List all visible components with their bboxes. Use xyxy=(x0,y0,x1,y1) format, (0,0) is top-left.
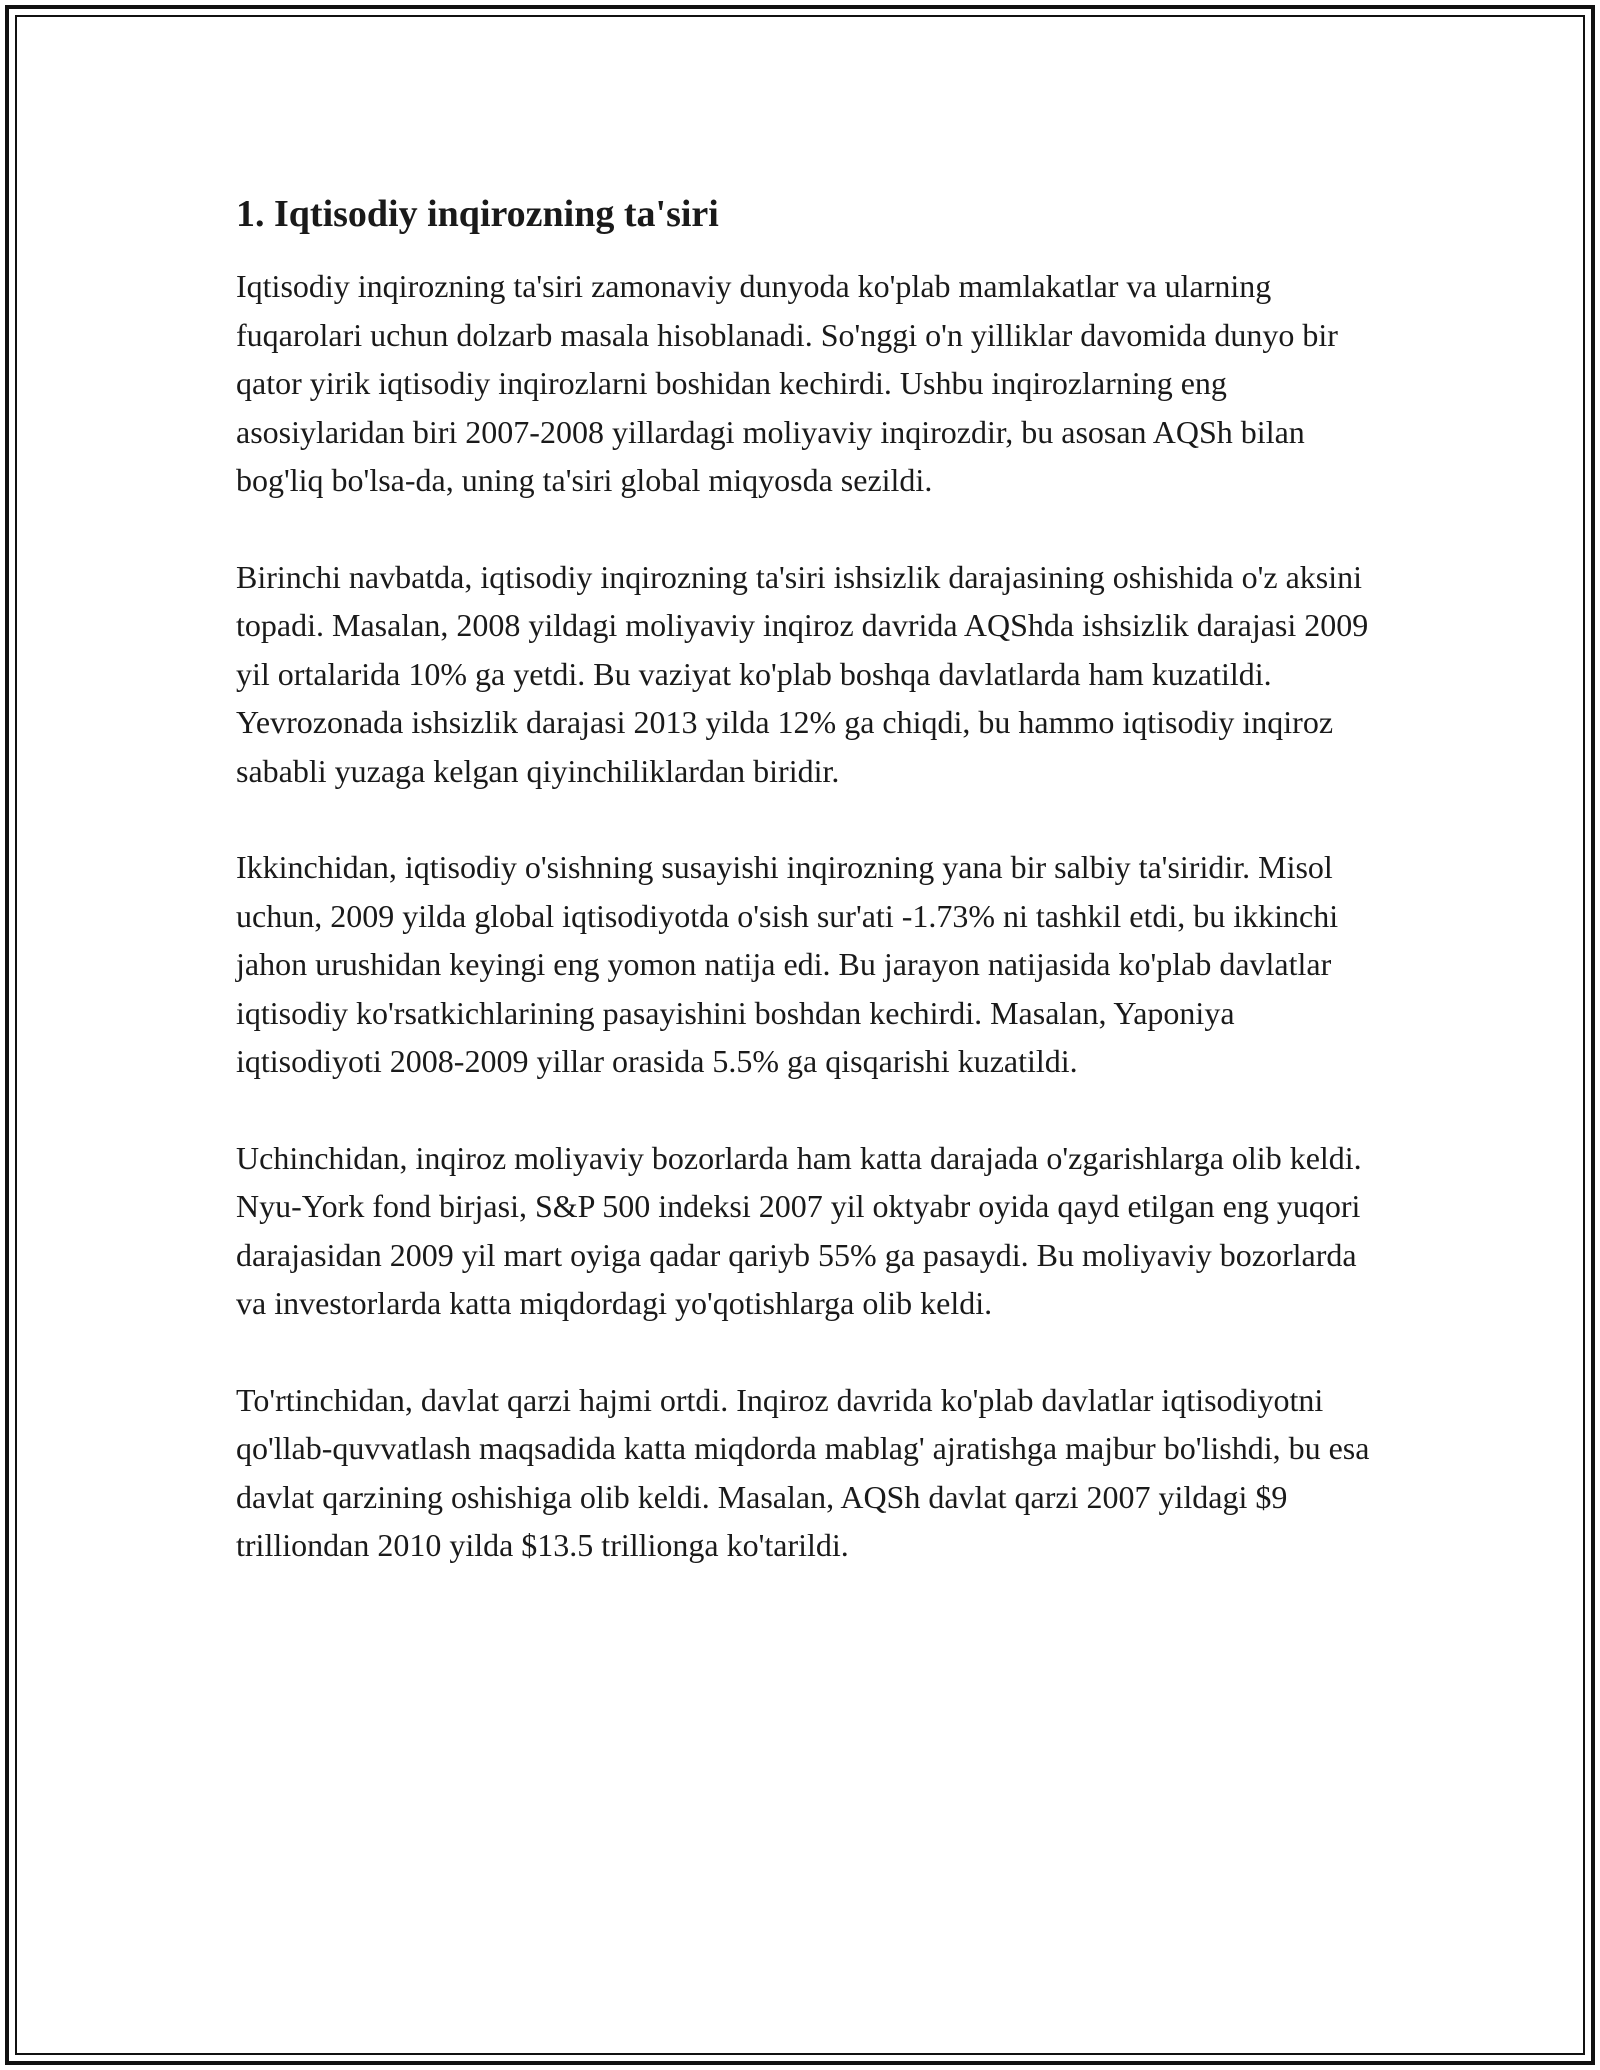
paragraph-unemployment: Birinchi navbatda, iqtisodiy inqirozning ta'siri ishsizlik darajasining oshishida o'z aksini topadi. Masalan, 2008 yildagi moliyaviy inqiroz davrida AQShda ishsizlik darajasi 2009 yil ortalarida 10% ga yetdi. Bu vaziyat ko'plab boshqa davlatlarda ham kuzatildi. Yevrozonada ishsizlik darajasi 2013 yilda 12% ga chiqdi, bu hammo iqtisodiy inqiroz sababli yuzaga kelgan qiyinchiliklardan biridir. xyxy=(236,558,1369,789)
paragraph-markets: Uchinchidan, inqiroz moliyaviy bozorlarda ham katta darajada o'zgarishlarga olib keldi. Nyu-York fond birjasi, S&P 500 indeksi 2007 yil oktyabr oyida qayd etilgan eng yuqori darajasidan 2009 yil mart oyiga qadar qariyb 55% ga pasaydi. Bu moliyaviy bozorlarda va investorlarda katta miqdordagi yo'qotishlarga olib keldi. xyxy=(236,1139,1362,1321)
section-heading: 1. Iqtisodiy inqirozning ta'siri xyxy=(236,193,719,235)
paragraph-intro: Iqtisodiy inqirozning ta'siri zamonaviy dunyoda ko'plab mamlakatlar va ularning fuqarolari uchun dolzarb masala hisoblanadi. So'nggi o'n yilliklar davomida dunyo bir qator yirik iqtisodiy inqirozlarni boshidan kechirdi. Ushbu inqirozlarning eng asosiylaridan biri 2007-2008 yillardagi moliyaviy inqirozdir, bu asosan AQSh bilan bog'liq bo'lsa-da, uning ta'siri global miqyosda sezildi. xyxy=(236,268,1338,498)
paragraph-debt: To'rtinchidan, davlat qarzi hajmi ortdi. Inqiroz davrida ko'plab davlatlar iqtisodiyotni qo'llab-quvvatlash maqsadida katta miqdorda mablag' ajratishga majbur bo'lishdi, bu esa davlat qarzining oshishiga olib keldi. Masalan, AQSh davlat qarzi 2007 yildagi $9 trilliondan 2010 yilda $13.5 trillionga ko'tarildi. xyxy=(236,1381,1370,1563)
paragraph-growth: Ikkinchidan, iqtisodiy o'sishning susayishi inqirozning yana bir salbiy ta'siridir. Misol uchun, 2009 yilda global iqtisodiyotda o'sish sur'ati -1.73% ni tashkil etdi, bu ikkinchi jahon urushidan keyingi eng yomon natija edi. Bu jarayon natijasida ko'plab davlatlar iqtisodiy ko'rsatkichlarining pasayishini boshdan kechirdi. Masalan, Yaponiya iqtisodiyoti 2008-2009 yillar orasida 5.5% ga qisqarishi kuzatildi. xyxy=(236,849,1339,1079)
document-body xyxy=(236,188,1371,1618)
